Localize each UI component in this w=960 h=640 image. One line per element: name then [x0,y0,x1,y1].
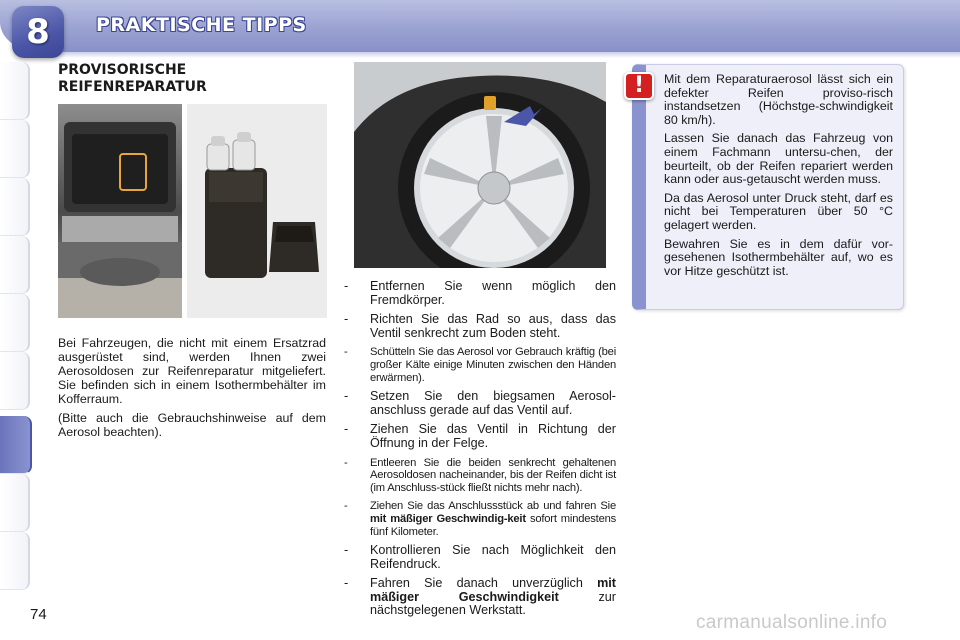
emphasis-speed: mit mäßiger Geschwindigkeit [370,576,616,604]
repair-steps-list [344,280,616,624]
warning-paragraph-2: Lassen Sie danach das Fahrzeug von einem Fachmann untersu-chen, der beurteilt, ob der Reifen repariert werden kann oder aus-getauscht werden muss. [664,131,893,187]
aerosol-cans-illustration [187,104,327,318]
wheel-illustration [354,62,606,268]
chapter-badge: 8 [12,6,64,58]
chapter-tab-10[interactable] [0,532,30,590]
intro-text [58,336,326,444]
step-item: - Ziehen Sie das Anschlussstück ab und fahren Sie mit mäßiger Geschwindig-keit sofort mindestens fünf Kilometer. [344,500,617,538]
step-item: - Setzen Sie den biegsamen Aerosol-anschluss gerade auf das Ventil auf. [344,389,616,417]
chapter-tab-rail [0,62,34,578]
chapter-tab-3[interactable] [0,178,30,236]
section-heading [58,62,318,96]
step-item: - Entleeren Sie die beiden senkrecht gehaltenen Aerosoldosen nacheinander, bis der Reifen dicht ist (im Anschluss-stück fließt nichts mehr nach). [344,456,616,494]
warning-paragraph-3: Da das Aerosol unter Druck steht, darf es nicht bei Temperaturen über 50 °C gelagert werden. [664,190,893,232]
intro-paragraph-2: (Bitte auch die Gebrauchshinweise auf dem Aerosol beachten). [58,411,326,439]
step-item: - Fahren Sie danach unverzüglich mit mäßiger Geschwindigkeit zur nächstgelegenen Werkstatt. [344,576,616,618]
chapter-tab-8-active[interactable] [0,416,32,474]
step-item: - Richten Sie das Rad so aus, dass das Ventil senkrecht zum Boden steht. [344,312,616,340]
step-item: - Ziehen Sie das Ventil in Richtung der Öffnung in der Felge. [344,422,616,450]
section-title-line2: REIFENREPARATUR [58,79,207,95]
intro-paragraph-1: Bei Fahrzeugen, die nicht mit einem Ersatzrad ausgerüstet sind, werden Ihnen zwei Aerosoldosen zur Reifenreparatur mitgeliefert. Sie befinden sich in einem Isothermbehälter im Kofferraum. [58,336,326,406]
chapter-tab-6[interactable] [0,352,30,410]
chapter-tab-4[interactable] [0,236,30,294]
warning-exclamation-icon: ! [624,72,654,100]
chapter-tab-5[interactable] [0,294,30,352]
warning-box [632,64,904,310]
trunk-illustration [58,104,182,318]
page-number: 74 [30,606,47,623]
watermark-text: carmanualsonline.info [696,612,888,633]
warning-paragraph-4: Bewahren Sie es in dem dafür vor-gesehenen Isothermbehälter auf, wo es vor Hitze geschützt ist. [664,236,893,278]
chapter-tab-2[interactable] [0,120,30,178]
emphasis-speed: mit mäßiger Geschwindig-keit [370,512,526,525]
step-item: - Kontrollieren Sie nach Möglichkeit den Reifendruck. [344,543,616,571]
step-item: - Entfernen Sie wenn möglich den Fremdkörper. [344,279,616,307]
step-item: - Schütteln Sie das Aerosol vor Gebrauch kräftig (bei großer Kälte einige Minuten zwischen den Händen erwärmen). [344,346,616,384]
chapter-tab-1[interactable] [0,62,30,120]
section-title-line1: PROVISORISCHE [58,62,187,78]
warning-paragraph-1: Mit dem Reparaturaerosol lässt sich ein defekter Reifen proviso-risch instandsetzen (Höchstge-schwindigkeit 80 km/h). [664,72,893,127]
chapter-title: PRAKTISCHE TIPPS [96,14,307,36]
chapter-tab-9[interactable] [0,474,30,532]
